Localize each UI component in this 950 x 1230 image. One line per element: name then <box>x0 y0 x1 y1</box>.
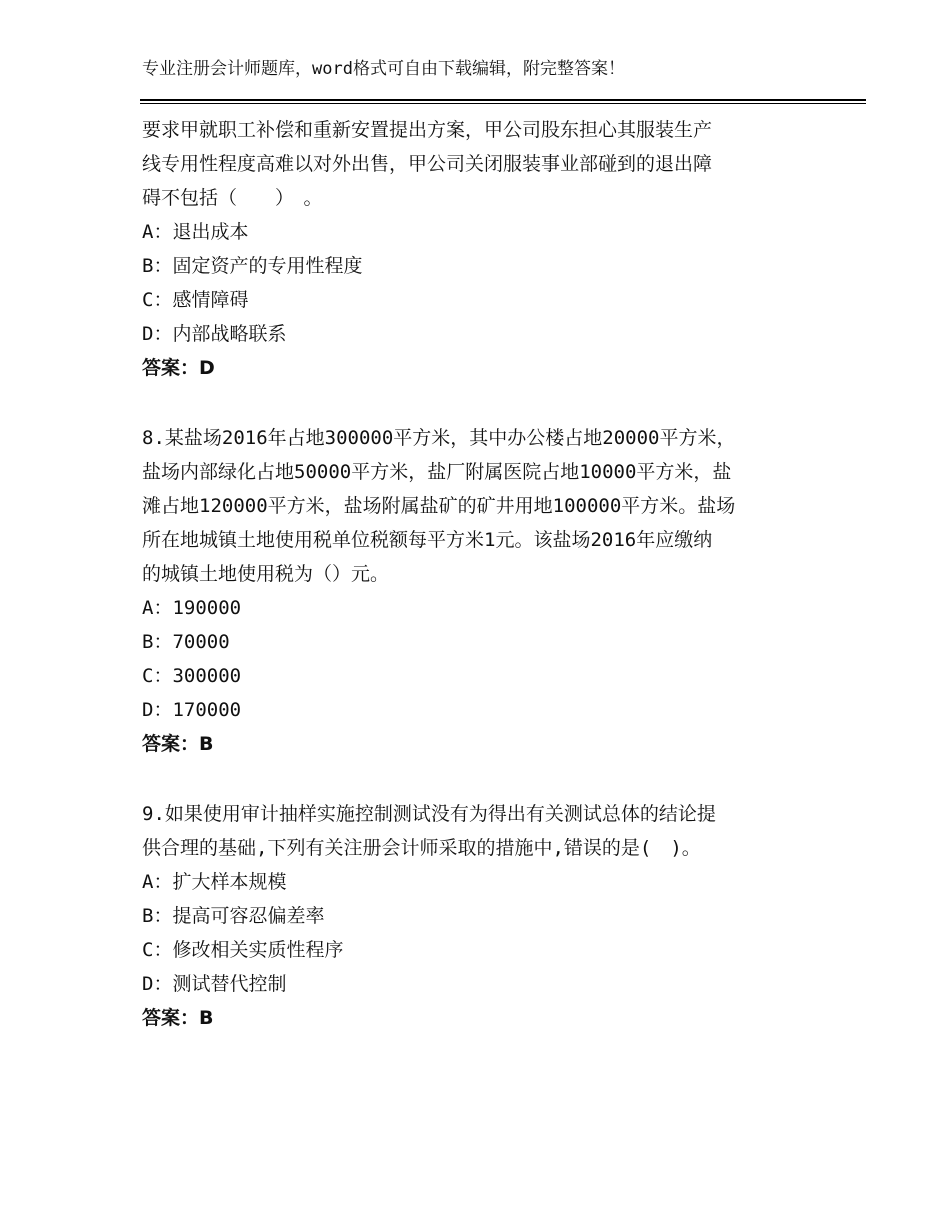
option-c: C：修改相关实质性程序 <box>142 939 344 961</box>
question-text-line: 供合理的基础,下列有关注册会计师采取的措施中,错误的是( )。 <box>142 837 701 859</box>
question-text-line: 碍不包括（ ） 。 <box>142 187 323 209</box>
option-d: D：内部战略联系 <box>142 323 287 345</box>
option-b: B：固定资产的专用性程度 <box>142 255 363 277</box>
option-a: A：退出成本 <box>142 221 249 243</box>
question-text-line: 9.如果使用审计抽样实施控制测试没有为得出有关测试总体的结论提 <box>142 803 716 825</box>
option-a: A：扩大样本规模 <box>142 871 287 893</box>
question-7 <box>142 113 822 385</box>
header-rule-thick <box>140 99 866 101</box>
header-rule-thin <box>140 103 866 104</box>
question-list <box>142 113 822 1035</box>
question-text-line: 滩占地120000平方米，盐场附属盐矿的矿井用地100000平方米。盐场 <box>142 495 736 517</box>
question-text-line: 线专用性程度高难以对外出售，甲公司关闭服装事业部碰到的退出障 <box>142 153 713 175</box>
answer-label: 答案：B <box>142 733 214 755</box>
page-header: 专业注册会计师题库，word格式可自由下载编辑，附完整答案！ <box>142 59 625 79</box>
question-text-line: 盐场内部绿化占地50000平方米，盐厂附属医院占地10000平方米，盐 <box>142 461 732 483</box>
option-d: D：170000 <box>142 699 242 721</box>
option-c: C：300000 <box>142 665 242 687</box>
question-text-line: 8.某盐场2016年占地300000平方米，其中办公楼占地20000平方米， <box>142 427 736 449</box>
option-d: D：测试替代控制 <box>142 973 287 995</box>
question-text-line: 要求甲就职工补偿和重新安置提出方案，甲公司股东担心其服装生产 <box>142 119 713 141</box>
question-spacer <box>142 761 822 797</box>
option-c: C：感情障碍 <box>142 289 249 311</box>
question-8 <box>142 421 822 761</box>
question-text-line: 的城镇土地使用税为（）元。 <box>142 563 390 585</box>
question-text-line: 所在地城镇土地使用税单位税额每平方米1元。该盐场2016年应缴纳 <box>142 529 713 551</box>
answer-label: 答案：D <box>142 357 215 379</box>
question-9 <box>142 797 822 1035</box>
question-spacer <box>142 385 822 421</box>
answer-label: 答案：B <box>142 1007 214 1029</box>
option-b: B：70000 <box>142 631 230 653</box>
option-a: A：190000 <box>142 597 242 619</box>
option-b: B：提高可容忍偏差率 <box>142 905 325 927</box>
